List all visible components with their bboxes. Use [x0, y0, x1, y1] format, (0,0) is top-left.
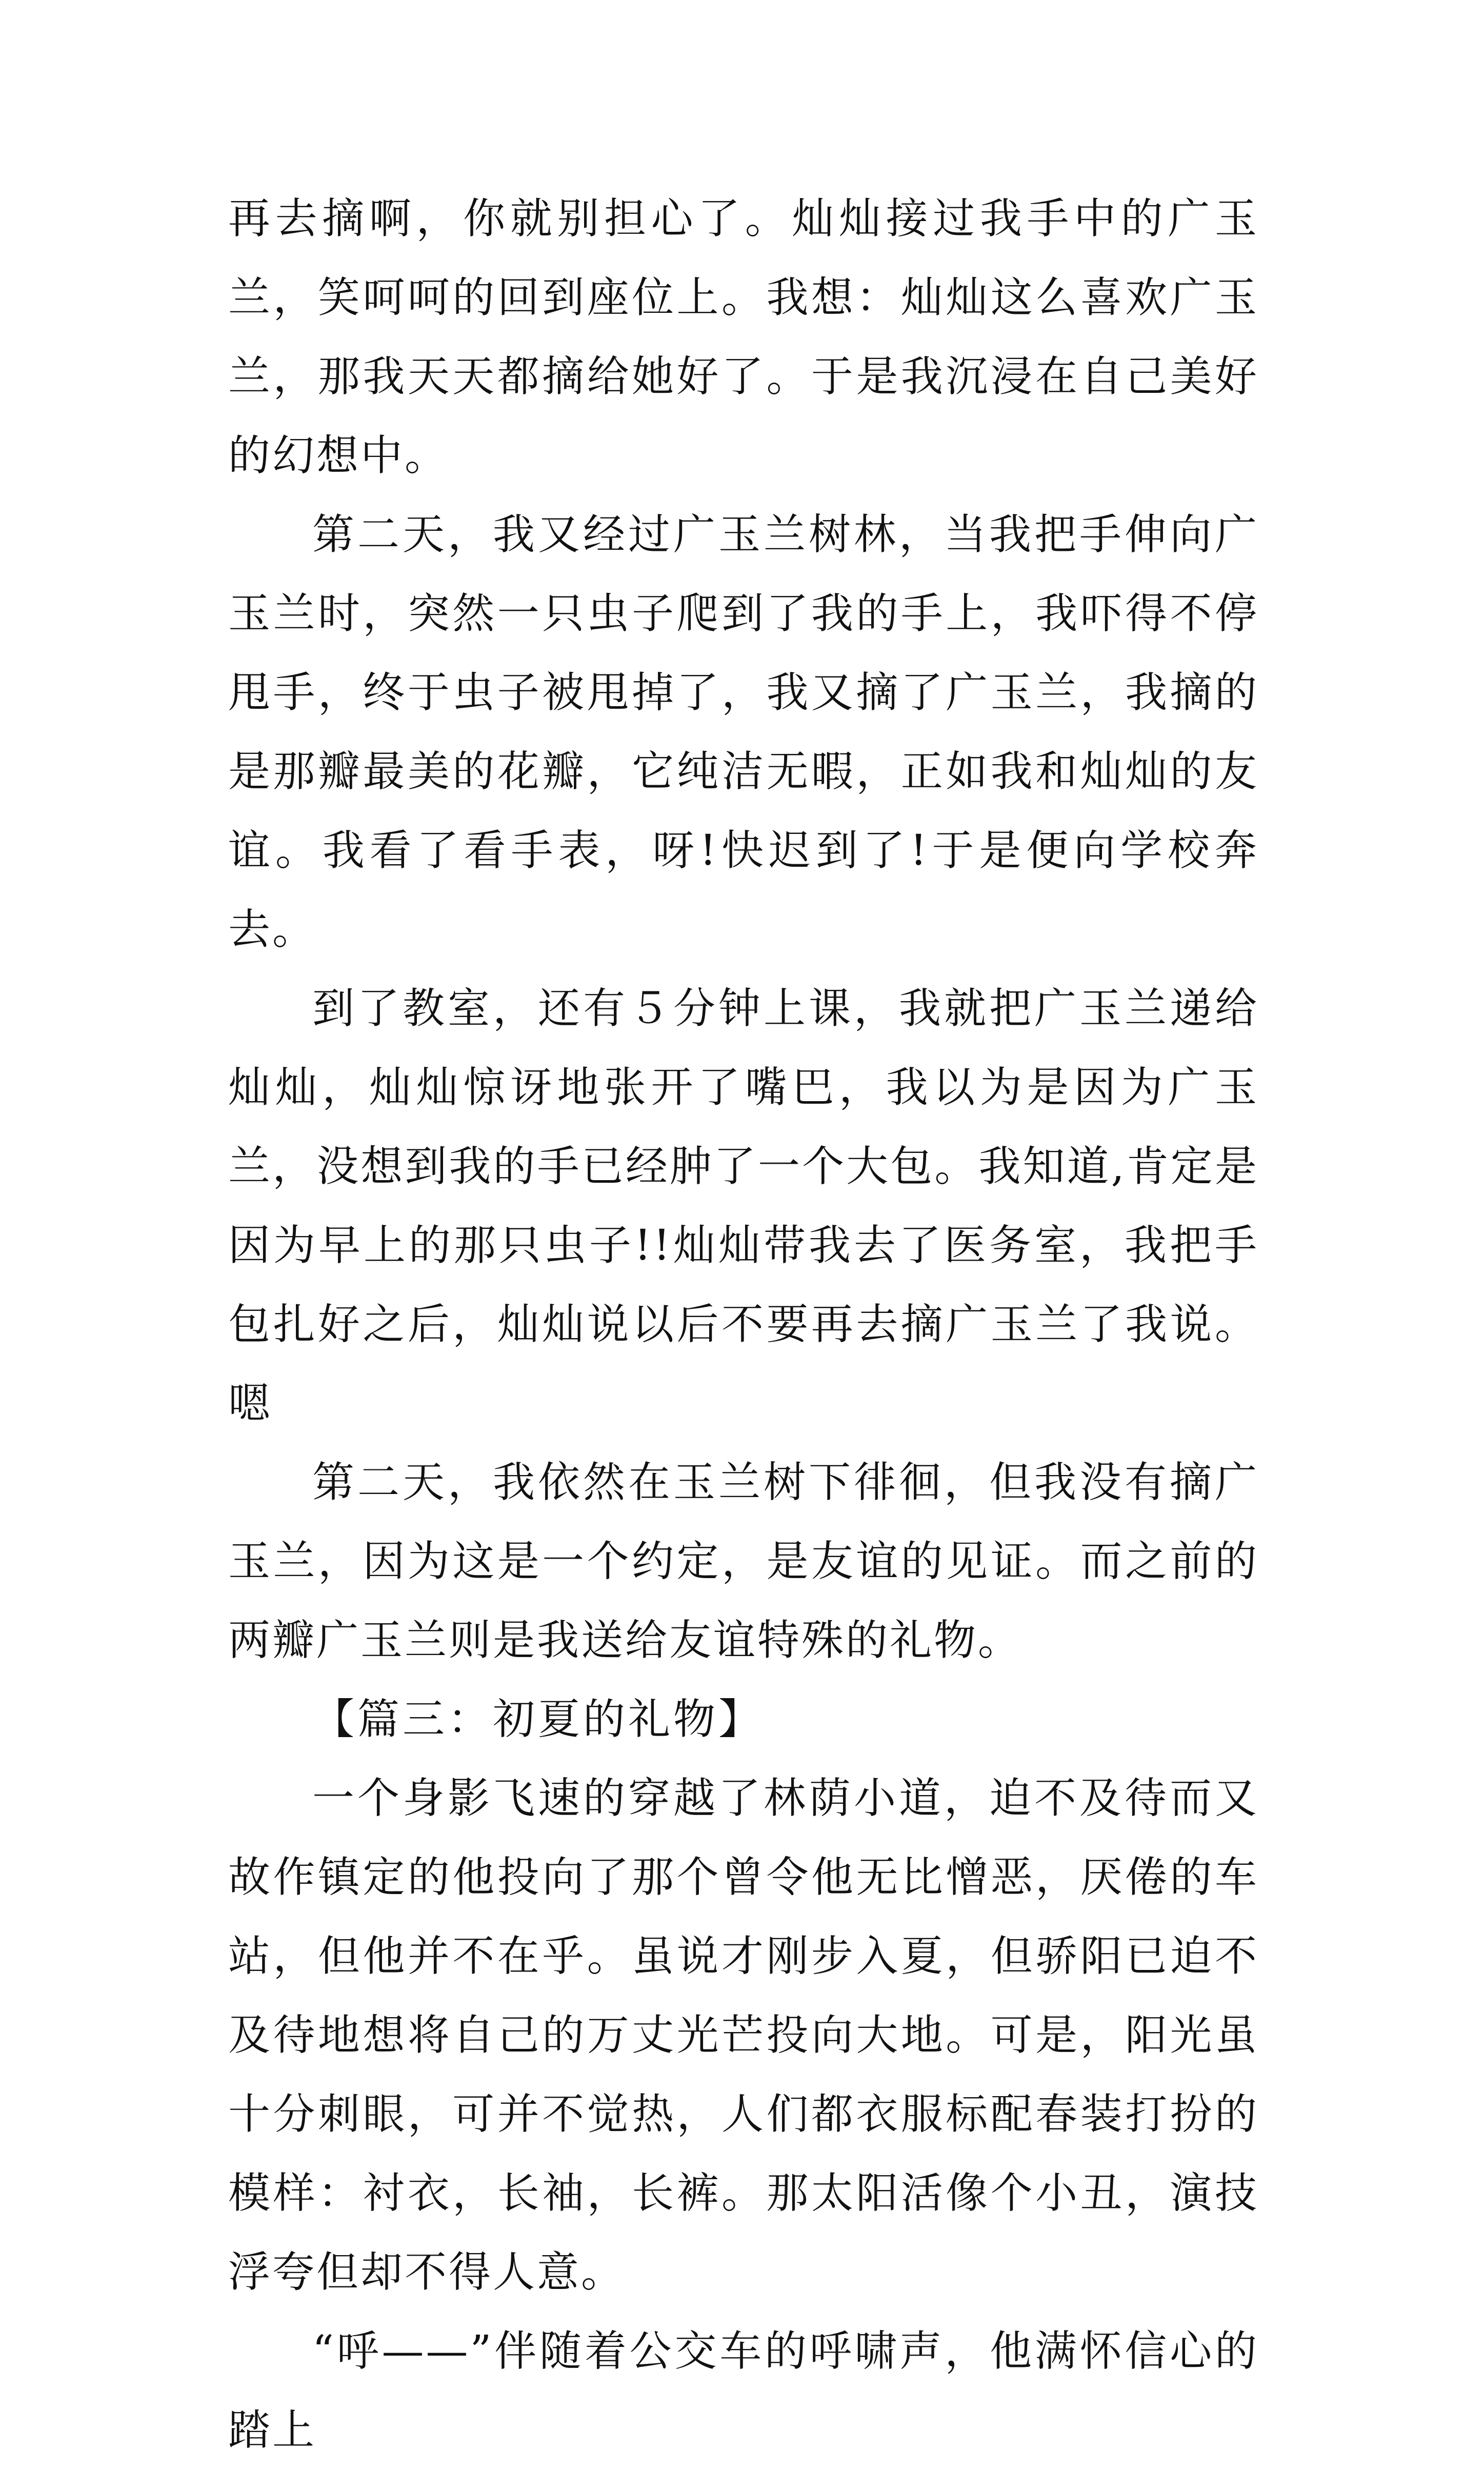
document-body — [228, 180, 1259, 2470]
paragraph-3: 到了教室，还有５分钟上课，我就把广玉兰递给灿灿，灿灿惊讶地张开了嘴巴，我以为是因为广玉兰，没想到我的手已经肿了一个大包。我知道,肯定是因为早上的那只虫子!!灿灿带我去了医务室，我把手包扎好之后，灿灿说以后不要再去摘广玉兰了我说。嗯 — [228, 984, 1259, 1428]
paragraph-4: 第二天，我依然在玉兰树下徘徊，但我没有摘广玉兰，因为这是一个约定，是友谊的见证。而之前的两瓣广玉兰则是我送给友谊特殊的礼物。 — [228, 1458, 1259, 1665]
paragraph-1: 再去摘啊，你就别担心了。灿灿接过我手中的广玉兰，笑呵呵的回到座位上。我想：灿灿这么喜欢广玉兰，那我天天都摘给她好了。于是我沉浸在自己美好的幻想中。 — [228, 194, 1259, 480]
paragraph-5: 一个身影飞速的穿越了林荫小道，迫不及待而又故作镇定的他投向了那个曾令他无比憎恶，厌倦的车站，但他并不在乎。虽说才刚步入夏，但骄阳已迫不及待地想将自己的万丈光芒投向大地。可是，阳光虽十分刺眼，可并不觉热，人们都衣服标配春装打扮的模样：衬衣，长袖，长裤。那太阳活像个小丑，演技浮夸但却不得人意。 — [228, 1774, 1259, 2297]
paragraph-6: “呼——”伴随着公交车的呼啸声，他满怀信心的踏上 — [228, 2327, 1259, 2455]
paragraph-2: 第二天，我又经过广玉兰树林，当我把手伸向广玉兰时，突然一只虫子爬到了我的手上，我吓得不停甩手，终于虫子被甩掉了，我又摘了广玉兰，我摘的是那瓣最美的花瓣，它纯洁无暇，正如我和灿灿的友谊。我看了看手表，呀!快迟到了!于是便向学校奔去。 — [228, 510, 1259, 954]
section-heading: 【篇三：初夏的礼物】 — [312, 1695, 764, 1744]
